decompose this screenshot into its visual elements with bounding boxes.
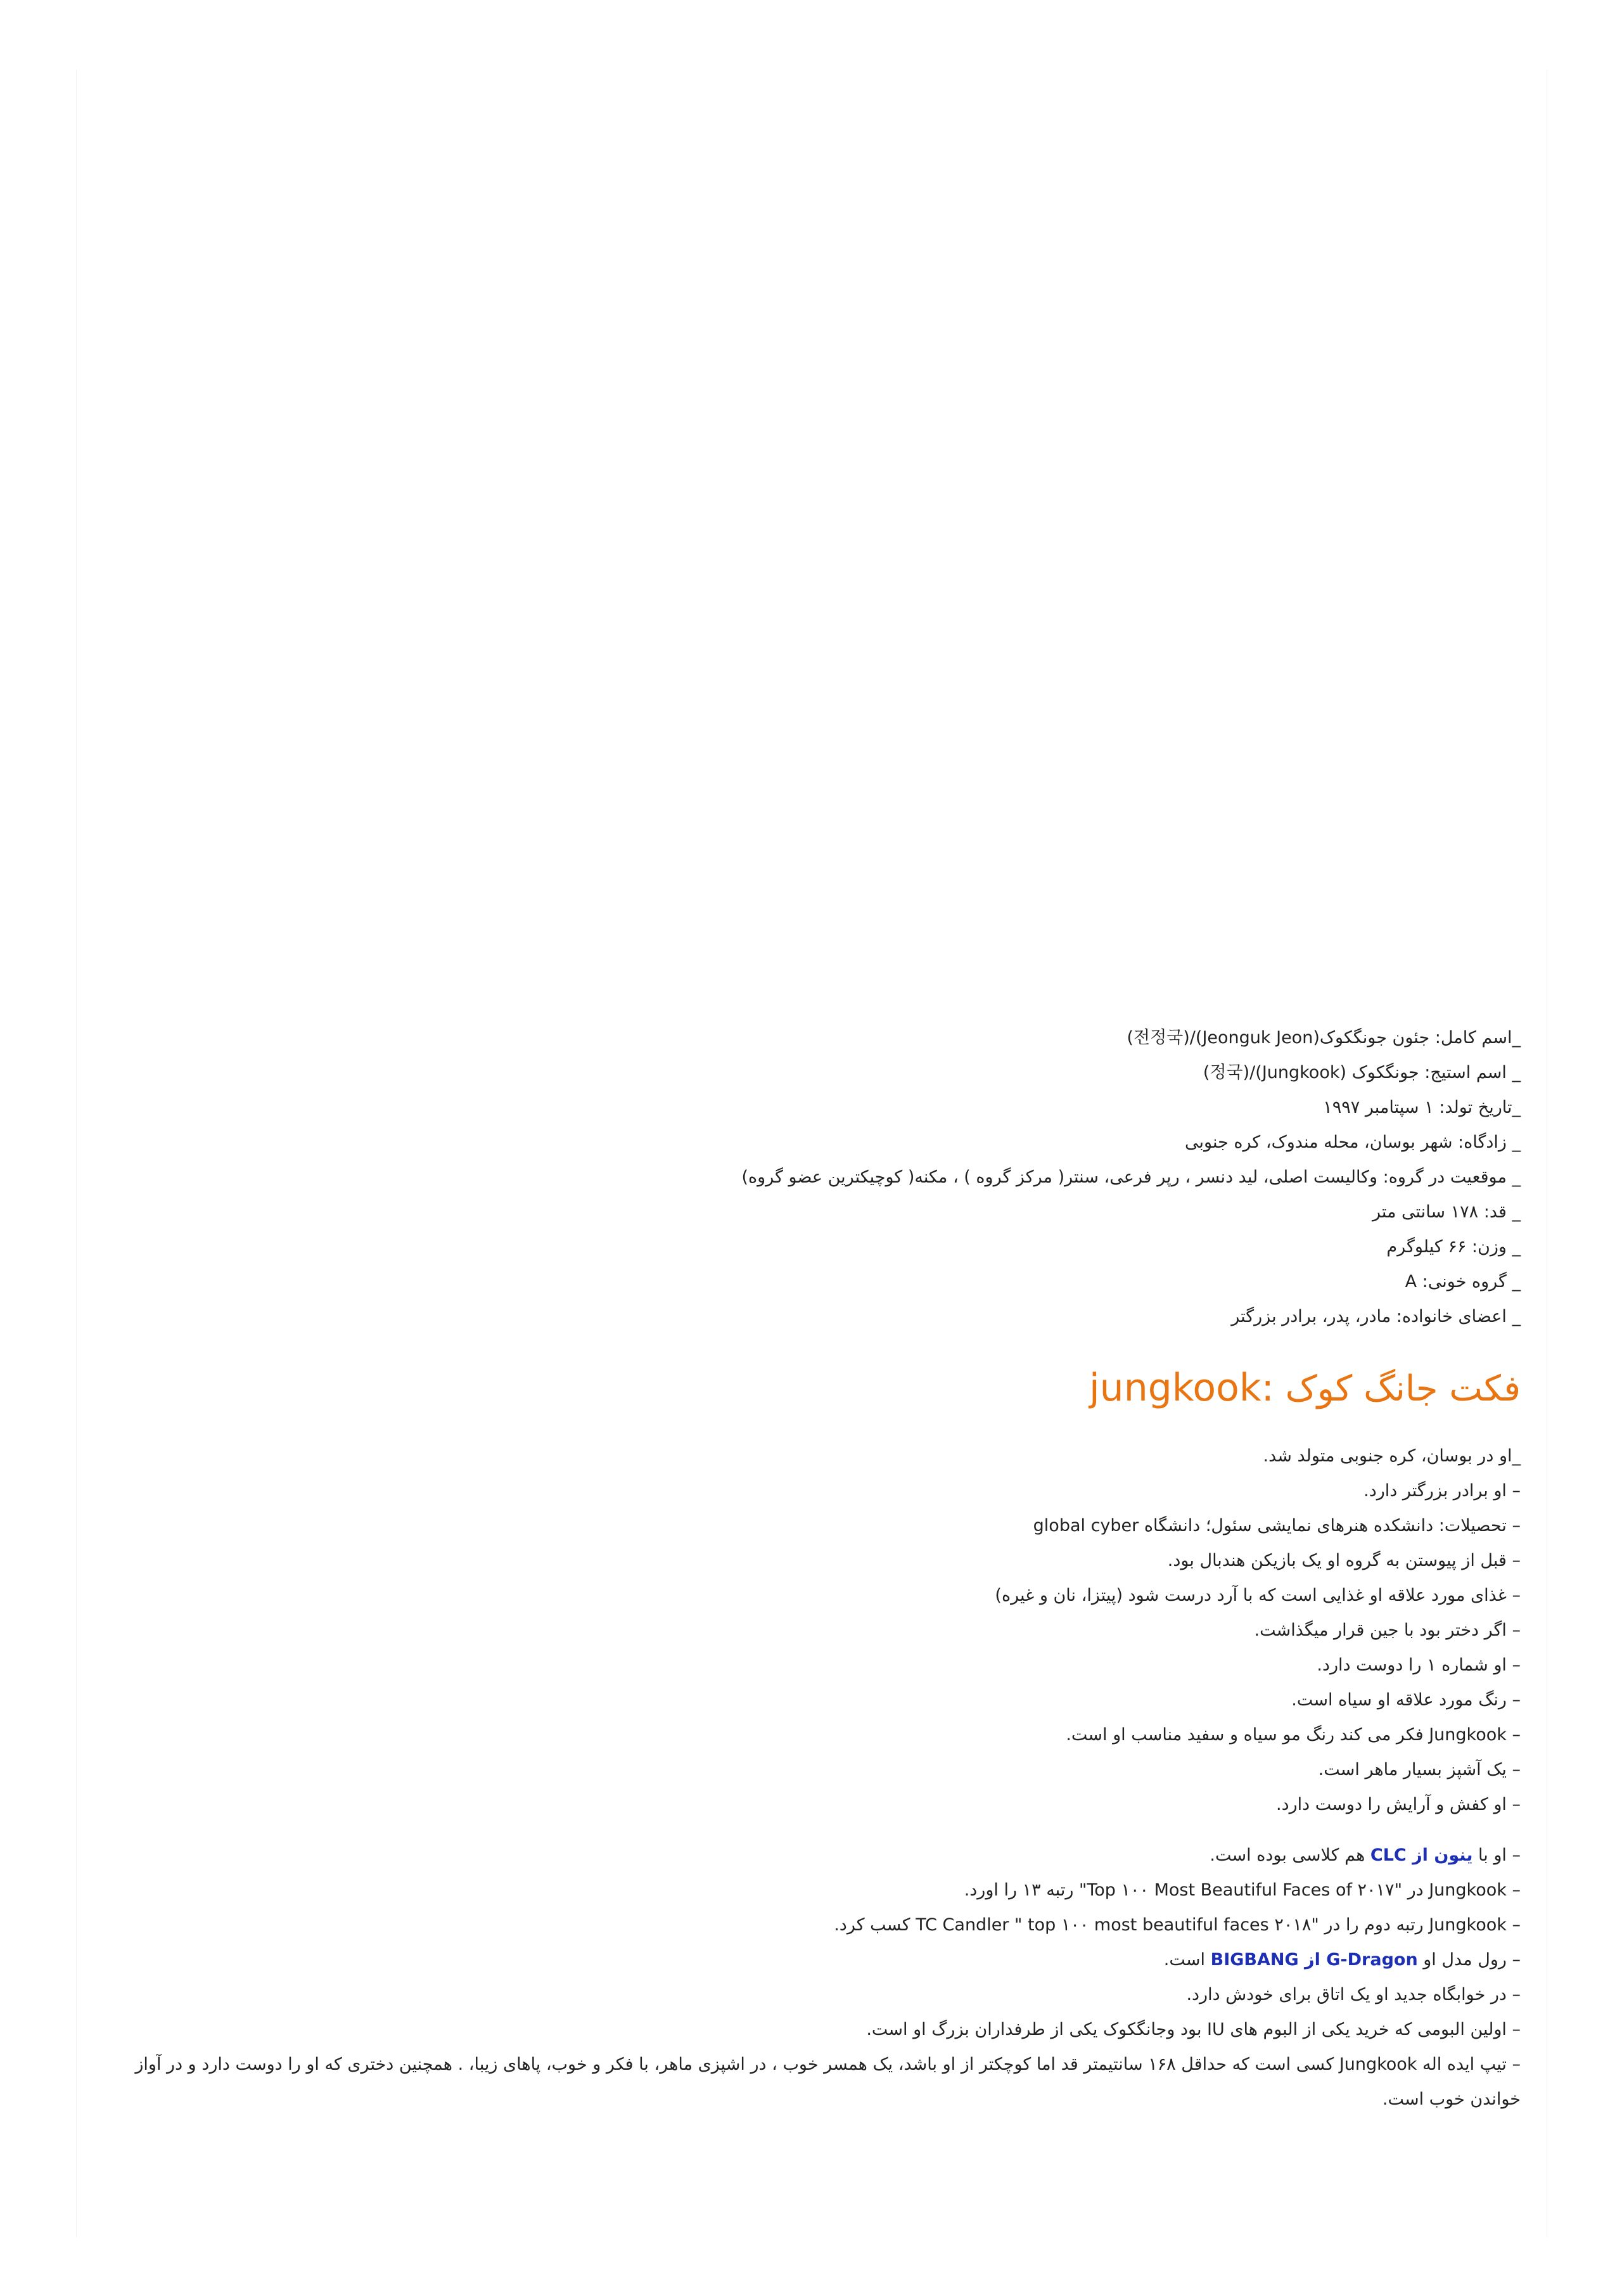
- fact-item: – او شماره ۱ را دوست دارد.: [1317, 1655, 1521, 1675]
- profile-stage-name: _ اسم استیج: جونگکوک (Jungkook)/(정국): [1203, 1063, 1521, 1082]
- fact-item: – Jungkook فکر می کند رنگ مو سیاه و سفید مناسب او است.: [1066, 1725, 1521, 1745]
- profile-blood-type: _ گروه خونی: A: [1405, 1272, 1521, 1292]
- fact-beautiful-2017: – Jungkook در "Top ۱۰۰ Most Beautiful Faces of ۲۰۱۷" رتبه ۱۳ را اورد.: [964, 1880, 1521, 1900]
- profile-family: _ اعضای خانواده: مادر، پدر، برادر بزرگتر: [1231, 1307, 1521, 1326]
- role-model-link[interactable]: G-Dragon از BIGBANG: [1210, 1950, 1418, 1970]
- clc-link[interactable]: ینون از CLC: [1370, 1845, 1473, 1865]
- fact-item: – رنگ مورد علاقه او سیاه است.: [1291, 1690, 1521, 1710]
- fact-item: – یک آشپز بسیار ماهر است.: [1318, 1760, 1521, 1780]
- fact-item: – غذای مورد علاقه او غذایی است که با آرد درست شود (پیتزا، نان و غیره): [995, 1586, 1521, 1605]
- facts-heading-en: jungkook:: [1089, 1366, 1274, 1410]
- facts-list-2: [101, 1838, 1521, 2117]
- fact-beautiful-2018: – Jungkook رتبه دوم را در "TC Candler " top ۱۰۰ most beautiful faces ۲۰۱۸ کسب کرد.: [834, 1915, 1521, 1935]
- facts-heading: [1089, 1363, 1521, 1414]
- fact-clc-post: هم کلاسی بوده است.: [1210, 1845, 1370, 1865]
- fact-clc: [101, 1838, 1521, 1873]
- fact-item: – تحصیلات: دانشکده هنرهای نمایشی سئول؛ دانشگاه global cyber: [1033, 1516, 1521, 1536]
- fact-item: – او برادر بزرگتر دارد.: [1363, 1481, 1521, 1501]
- fact-clc-pre: – او با: [1472, 1845, 1521, 1865]
- fact-item: _او در بوسان، کره جنوبی متولد شد.: [1263, 1446, 1521, 1466]
- fact-item: – قبل از پیوستن به گروه او یک بازیکن هندبال بود.: [1167, 1551, 1521, 1570]
- profile-full-name: _اسم کامل: جئون جونگکوک(Jeonguk Jeon)/(전정국): [1127, 1028, 1521, 1048]
- fact-role-model: [101, 1942, 1521, 1977]
- facts-heading-fa: فکت جانگ کوک: [1285, 1368, 1521, 1409]
- fact-item: – اگر دختر بود با جین قرار میگذاشت.: [1254, 1620, 1521, 1640]
- facts-list: [101, 1439, 1521, 1822]
- fact-ideal-type: – تیپ ایده اله Jungkook کسی است که حداقل ۱۶۸ سانتیمتر قد اما کوچکتر از او باشد، یک همسر خوب ، در اشپزی ماهر، با فکر و خوب، پاهای زیبا، . همچنین دختری که او را دوست دارد و در آواز خواندن خوب است.: [135, 2055, 1521, 2109]
- profile-weight: _ وزن: ۶۶ کیلوگرم: [1386, 1237, 1521, 1257]
- fact-room: – در خوابگاه جدید او یک اتاق برای خودش دارد.: [1186, 1985, 1521, 2004]
- fact-album: – اولین البومی که خرید یکی از البوم های IU بود وجانگکوک یکی از طرفداران بزرگ او است.: [866, 2020, 1521, 2039]
- profile-height: _ قد: ۱۷۸ سانتی متر: [1372, 1202, 1521, 1222]
- fact-role-pre: – رول مدل او: [1417, 1950, 1521, 1970]
- fact-role-post: است.: [1163, 1950, 1211, 1970]
- profile-position: _ موقعیت در گروه: وکالیست اصلی، لید دنسر ، رپر فرعی، سنتر( مرکز گروه ) ، مکنه( کوچیکترین عضو گروه): [741, 1167, 1521, 1187]
- profile-birthplace: _ زادگاه: شهر بوسان، محله مندوک، کره جنوبی: [1185, 1132, 1521, 1152]
- profile-birth-date: _تاریخ تولد: ۱ سپتامبر ۱۹۹۷: [1323, 1098, 1521, 1117]
- profile-section: [101, 1020, 1521, 1334]
- fact-item: – او کفش و آرایش را دوست دارد.: [1276, 1795, 1521, 1814]
